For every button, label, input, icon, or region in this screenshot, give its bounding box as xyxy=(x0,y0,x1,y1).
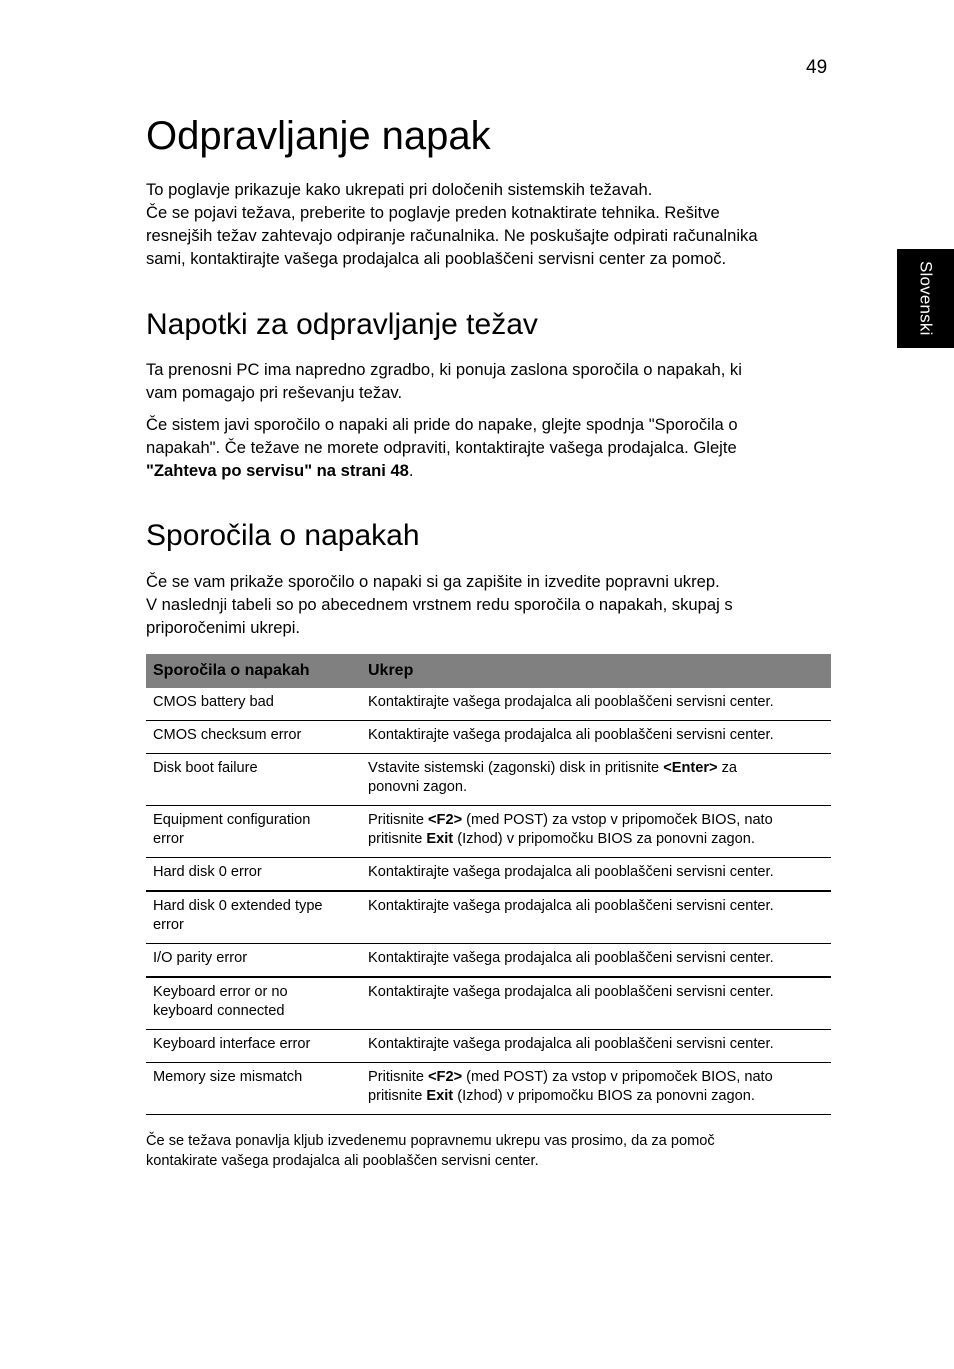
table-header-row xyxy=(146,654,831,688)
intro-paragraph: To poglavje prikazuje kako ukrepati pri določenih sistemskih težavah. Če se pojavi težava, preberite to poglavje preden kotnaktirate tehnika. Rešitve resnejših težav zahtevajo odpiranje računalnika. Ne poskušajte odpirati računalnika sami, kontaktirajte vašega prodajalca ali pooblaščeni servisni center za pomoč. xyxy=(146,180,758,268)
table-row xyxy=(146,754,831,806)
action-cell: Kontaktirajte vašega prodajalca ali pooblaščeni servisni center. xyxy=(361,688,831,721)
action-cell: Pritisnite <F2> (med POST) za vstop v pripomoček BIOS, nato pritisnite Exit (Izhod) v pripomočku BIOS za ponovni zagon. xyxy=(361,806,831,858)
language-side-tab-label: Slovenski xyxy=(916,261,936,336)
table-row xyxy=(146,858,831,892)
table-row xyxy=(146,721,831,754)
language-side-tab xyxy=(897,249,954,348)
table-row xyxy=(146,806,831,858)
error-message-cell: Hard disk 0 error xyxy=(146,858,361,892)
page-title: Odpravljanje napak xyxy=(146,114,491,158)
table-row xyxy=(146,944,831,978)
section-heading-error-messages: Sporočila o napakah xyxy=(146,519,420,552)
action-cell: Kontaktirajte vašega prodajalca ali pooblaščeni servisni center. xyxy=(361,858,831,892)
error-message-cell: Disk boot failure xyxy=(146,754,361,806)
column-header-message: Sporočila o napakah xyxy=(146,654,361,688)
footnote: Če se težava ponavlja kljub izvedenemu popravnemu ukrepu vas prosimo, da za pomoč kontakirate vašega prodajalca ali pooblaščen servisni center. xyxy=(146,1132,715,1169)
error-message-cell: Memory size mismatch xyxy=(146,1063,361,1115)
error-message-cell: Equipment configuration error xyxy=(146,806,361,858)
table-row xyxy=(146,1063,831,1115)
table-row xyxy=(146,977,831,1030)
error-message-cell: CMOS checksum error xyxy=(146,721,361,754)
column-header-action: Ukrep xyxy=(361,654,831,688)
action-cell: Kontaktirajte vašega prodajalca ali pooblaščeni servisni center. xyxy=(361,944,831,978)
section-heading-troubleshooting-tips: Napotki za odpravljanje težav xyxy=(146,308,538,341)
error-message-cell: Keyboard interface error xyxy=(146,1030,361,1063)
tips-paragraph-1: Ta prenosni PC ima napredno zgradbo, ki ponuja zaslona sporočila o napakah, ki vam pomagajo pri reševanju težav. xyxy=(146,360,742,402)
error-messages-table xyxy=(146,654,831,1115)
table-row xyxy=(146,891,831,944)
action-cell: Kontaktirajte vašega prodajalca ali pooblaščeni servisni center. xyxy=(361,1030,831,1063)
error-message-cell: I/O parity error xyxy=(146,944,361,978)
page-number: 49 xyxy=(806,57,828,78)
action-cell: Kontaktirajte vašega prodajalca ali pooblaščeni servisni center. xyxy=(361,891,831,944)
table-row xyxy=(146,688,831,721)
error-message-cell: CMOS battery bad xyxy=(146,688,361,721)
tips-paragraph-2: Če sistem javi sporočilo o napaki ali pride do napake, glejte spodnja "Sporočila o napakah". Če težave ne morete odpraviti, kontaktirajte vašega prodajalca. Glejte "Zahteva po servisu" na strani 48. xyxy=(146,415,738,480)
action-cell: Vstavite sistemski (zagonski) disk in pritisnite <Enter> za ponovni zagon. xyxy=(361,754,831,806)
action-cell: Pritisnite <F2> (med POST) za vstop v pripomoček BIOS, nato pritisnite Exit (Izhod) v pripomočku BIOS za ponovni zagon. xyxy=(361,1063,831,1115)
error-message-cell: Hard disk 0 extended type error xyxy=(146,891,361,944)
action-cell: Kontaktirajte vašega prodajalca ali pooblaščeni servisni center. xyxy=(361,721,831,754)
service-request-link[interactable]: "Zahteva po servisu" na strani 48 xyxy=(146,461,409,480)
error-message-cell: Keyboard error or no keyboard connected xyxy=(146,977,361,1030)
table-row xyxy=(146,1030,831,1063)
error-messages-paragraph: Če se vam prikaže sporočilo o napaki si ga zapišite in izvedite popravni ukrep. V naslednji tabeli so po abecednem vrstnem redu sporočila o napakah, skupaj s priporočenimi ukrepi. xyxy=(146,572,733,637)
action-cell: Kontaktirajte vašega prodajalca ali pooblaščeni servisni center. xyxy=(361,977,831,1030)
